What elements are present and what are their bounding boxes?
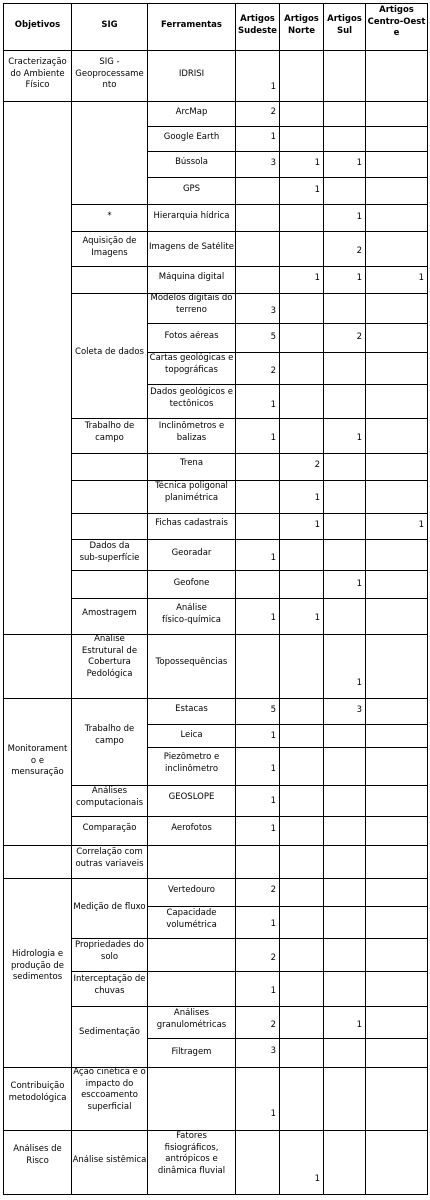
count-norte: 1 (314, 520, 320, 530)
sig-comparacao: Comparação (82, 823, 137, 833)
row-separator (147, 971, 428, 972)
row-separator (147, 816, 428, 817)
count-norte: 1 (314, 1174, 320, 1184)
column-line (235, 3, 236, 1195)
objetivo-hidrologia: Hidrologia e produção de sedimentos (10, 949, 65, 982)
count-sul: 1 (356, 579, 362, 589)
sig-separator (71, 938, 147, 939)
tool-estacas: Estacas (175, 704, 208, 714)
header-ferramentas: Ferramentas (161, 20, 222, 30)
objetivo-contribuicao: Contribuição metodológica (8, 1081, 67, 1103)
count-sudeste: 1 (270, 796, 276, 806)
row-separator (147, 906, 428, 907)
tool-fatores-fisiograficos: Fatores fisiográficos, antrópicos e dinâmica fluvial (157, 1131, 226, 1176)
tool-gps: GPS (182, 184, 201, 194)
count-norte: 1 (314, 613, 320, 623)
row-separator (147, 384, 428, 385)
row-separator (147, 747, 428, 748)
count-sudeste: 1 (270, 764, 276, 774)
count-sul: 1 (356, 273, 362, 283)
row-separator (147, 266, 428, 267)
row-separator (147, 724, 428, 725)
row-separator (147, 513, 428, 514)
count-sul: 1 (356, 1020, 362, 1030)
tool-geoslope: GEOSLOPE (168, 792, 215, 802)
count-sudeste: 1 (270, 433, 276, 443)
sig-trabalho-campo-2: Trabalho de campo (84, 724, 135, 746)
sig-separator (71, 513, 147, 514)
sig-geoprocessamento: SIG - Geoprocessame nto (75, 57, 144, 90)
sig-separator (71, 453, 147, 454)
table-border-left (3, 3, 4, 1195)
sig-asterisk: * (107, 211, 112, 221)
count-sudeste: 1 (270, 553, 276, 563)
count-sudeste: 1 (270, 731, 276, 741)
row-separator (147, 938, 428, 939)
tool-filtragem: Filtragem (171, 1047, 212, 1057)
header-centro-oeste: Artigos Centro-Oest e (367, 5, 426, 38)
tool-capacidade-volumetrica: Capacidade volumétrica (166, 908, 217, 930)
count-sudeste: 2 (270, 1020, 276, 1030)
row-separator (147, 785, 428, 786)
sig-sedimentacao: Sedimentação (79, 1027, 140, 1037)
sig-medicao-fluxo: Medição de fluxo (73, 902, 146, 912)
count-sudeste: 2 (270, 366, 276, 376)
row-separator (147, 231, 428, 232)
count-norte: 1 (314, 493, 320, 503)
count-sul: 2 (356, 246, 362, 256)
row-separator (147, 539, 428, 540)
tool-maquina-digital: Máquina digital (158, 272, 225, 282)
count-sul: 1 (356, 433, 362, 443)
sig-separator (71, 598, 147, 599)
objetivo-monitoramento: Monitorament o e mensuração (7, 744, 68, 777)
count-norte: 1 (314, 273, 320, 283)
count-norte: 1 (314, 158, 320, 168)
objetivo-ambiente: Cracterização do Ambiente Físico (8, 57, 67, 90)
tool-modelos-digitais: Modelos digitais do terreno (150, 293, 233, 315)
count-sul: 2 (356, 332, 362, 342)
sig-separator (71, 816, 147, 817)
table-border-right (427, 3, 428, 1195)
header-objetivos: Objetivos (14, 20, 61, 30)
count-sudeste: 2 (270, 107, 276, 117)
count-sudeste: 1 (270, 400, 276, 410)
count-sudeste: 1 (270, 986, 276, 996)
count-sul: 1 (356, 678, 362, 688)
row-separator (147, 1006, 428, 1007)
tool-bussola: Bússola (175, 157, 208, 167)
row-separator (147, 1038, 428, 1039)
header-sig: SIG (101, 20, 118, 30)
column-line (279, 3, 280, 1195)
sig-amostragem: Amostragem (82, 608, 137, 618)
tool-idrisi: IDRISI (178, 69, 205, 79)
tool-arcmap: ArcMap (175, 107, 208, 117)
tool-vertedouro: Vertedouro (168, 885, 215, 895)
tool-fichas-cadastrais: Fichas cadastrais (155, 518, 228, 528)
header-norte: Artigos Norte (284, 14, 319, 36)
tool-topossequencias: Topossequências (155, 657, 228, 667)
column-line (71, 3, 72, 1195)
sig-separator (71, 293, 147, 294)
sig-separator (71, 570, 147, 571)
row-separator (147, 126, 428, 127)
count-sudeste: 2 (270, 885, 276, 895)
count-centro-oeste: 1 (418, 520, 424, 530)
row-separator (147, 151, 428, 152)
column-line (323, 3, 324, 1195)
count-sudeste: 1 (270, 1109, 276, 1119)
count-sudeste: 5 (270, 332, 276, 342)
sig-correlacao: Correlação com outras variaveis (75, 847, 144, 869)
row-separator (147, 323, 428, 324)
sig-analises-computacionais: Análises computacionais (75, 786, 144, 808)
count-sudeste: 1 (270, 82, 276, 92)
sig-dados-subsuperficie: Dados da sub-superfície (79, 541, 140, 563)
row-separator (147, 204, 428, 205)
tool-aerofotos: Aerofotos (171, 823, 212, 833)
tool-fotos-aereas: Fotos aéreas (164, 331, 219, 341)
tool-piezometro: Piezômetro e inclinômetro (163, 752, 220, 774)
count-sudeste: 1 (270, 132, 276, 142)
count-sudeste: 5 (270, 705, 276, 715)
count-sudeste: 1 (270, 613, 276, 623)
tool-inclinometros: Inclinômetros e balizas (158, 421, 225, 443)
count-sudeste: 3 (270, 306, 276, 316)
count-centro-oeste: 1 (418, 273, 424, 283)
tool-tecnica-poligonal: Técnica poligonal planimétrica (155, 481, 228, 503)
sig-aquisicao-imagens: Aquisição de Imagens (82, 236, 137, 258)
sig-analise-estrutural: Análise Estrutural de Cobertura Pedológica (81, 634, 138, 679)
tool-cartas-geologicas: Cartas geológicas e topográficas (149, 353, 234, 375)
tool-imagens-satelite: Imagens de Satélite (149, 242, 234, 252)
count-sudeste: 1 (270, 824, 276, 834)
count-norte: 1 (314, 185, 320, 195)
sig-separator (71, 971, 147, 972)
count-sudeste: 2 (270, 953, 276, 963)
tool-hierarquia-hidrica: Hierarquia hídrica (153, 211, 230, 221)
tool-trena: Trena (179, 458, 204, 468)
tool-dados-geologicos: Dados geológicos e tectônicos (150, 387, 233, 409)
sig-analise-sistemica: Análise sistêmica (72, 1155, 147, 1165)
row-separator (147, 418, 428, 419)
sig-interceptacao-chuvas: Interceptação de chuvas (73, 974, 146, 996)
count-sul: 1 (356, 212, 362, 222)
objetivo-risco: Análises de Risco (13, 1144, 62, 1166)
sig-acao-cinetica: Ação cinética e o impacto do esccoamento superficial (73, 1067, 146, 1112)
sig-separator (71, 539, 147, 540)
sig-separator (71, 204, 147, 205)
sig-propriedades-solo: Propriedades do solo (75, 940, 144, 962)
tool-google-earth: Google Earth (163, 132, 220, 142)
row-separator (147, 570, 428, 571)
count-sul: 3 (356, 705, 362, 715)
sig-coleta-dados: Coleta de dados (75, 347, 144, 357)
row-separator (147, 598, 428, 599)
row-separator (147, 453, 428, 454)
header-sudeste: Artigos Sudeste (238, 14, 277, 36)
count-sudeste: 1 (270, 919, 276, 929)
sig-trabalho-campo: Trabalho de campo (84, 421, 135, 443)
sig-separator (71, 480, 147, 481)
tool-leica: Leica (180, 730, 203, 740)
sig-separator (71, 418, 147, 419)
column-line (365, 3, 366, 1195)
row-separator (147, 177, 428, 178)
tool-analises-granulometricas: Análises granulométricas (156, 1008, 227, 1030)
tool-geofone: Geofone (173, 578, 210, 588)
header-sul: Artigos Sul (327, 14, 362, 36)
count-sudeste: 3 (270, 1046, 276, 1056)
count-sudeste: 3 (270, 158, 276, 168)
count-norte: 2 (314, 460, 320, 470)
count-sul: 1 (356, 158, 362, 168)
sig-separator (71, 231, 147, 232)
tool-georadar: Georadar (171, 548, 212, 558)
sig-separator (71, 1006, 147, 1007)
tool-analise-fisico-quimica: Análise físico-química (162, 603, 221, 625)
sig-separator (71, 266, 147, 267)
